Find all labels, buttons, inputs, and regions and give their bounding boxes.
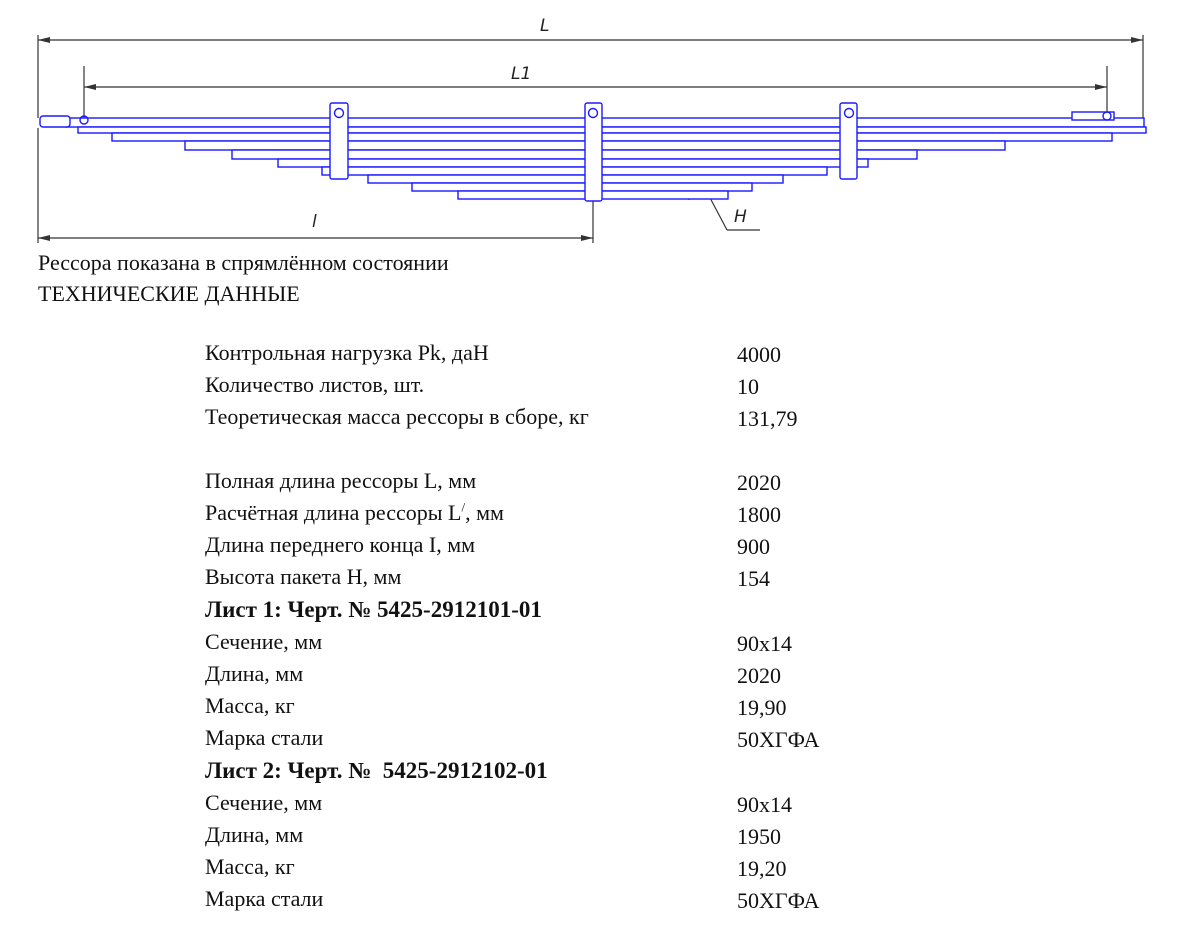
leaf-2-title: Лист 2: Черт. № 5425-2912102-01 [205,758,548,783]
spec-label: Контрольная нагрузка Pk, даН [205,340,489,365]
spec-label: Высота пакета H, мм [205,564,402,589]
leaf-2 [78,127,1146,133]
leaf-2-steel [205,884,865,916]
spec-value: 4000 [737,342,781,367]
spec-row-leaves [205,370,865,402]
spec-label: Полная длина рессоры L, мм [205,468,477,493]
leaf-1-title: Лист 1: Черт. № 5425-2912101-01 [205,597,542,622]
spec-value: 19,20 [737,856,787,881]
spec-row-pack-height [205,562,865,594]
leaf-1-right-eye [1072,112,1114,120]
leaf-9 [412,183,752,191]
spec-row-load [205,338,865,370]
leaf-spring-drawing [0,0,1200,250]
spec-value: 50ХГФА [737,888,820,913]
spec-value: 900 [737,534,770,559]
spec-label [205,498,635,527]
leaf-2-section [205,788,865,820]
spec-row-calc-length [205,498,865,530]
leaf-1-mass [205,691,865,723]
spec-label: Длина, мм [205,822,304,847]
spec-table [205,338,865,916]
note-straightened-state: Рессора показана в спрямлённом состоянии [38,250,449,275]
leaf-2-length [205,820,865,852]
calc-length-text: Расчётная длина рессоры L [205,500,462,525]
spec-label: Длина переднего конца I, мм [205,532,476,557]
leaf-7 [322,167,827,175]
leaf-1-length [205,659,865,691]
spec-value: 19,90 [737,695,787,720]
spec-label: Масса, кг [205,693,295,718]
spec-value: 90x14 [737,792,792,817]
dim-label-H: H [734,207,747,227]
leaf-6 [278,159,868,167]
prime-mark: / [461,499,466,515]
spec-label: Сечение, мм [205,629,323,654]
spec-value: 10 [737,374,759,399]
spec-label: Сечение, мм [205,790,323,815]
dim-label-L1: L1 [511,64,532,84]
leaf-1-steel [205,723,865,755]
leaf-8 [368,175,783,183]
spec-row-full-length [205,466,865,498]
leaf-2-mass [205,852,865,884]
leaf-3 [112,133,1112,141]
spec-label: Масса, кг [205,854,295,879]
dim-label-l: l [312,212,317,232]
dim-label-L: L [540,16,550,36]
spec-label: Марка стали [205,886,324,911]
leaf-1-section [205,627,865,659]
leaf-1 [66,118,1144,127]
spec-label: Марка стали [205,725,324,750]
spec-row-front-end [205,530,865,562]
spec-value: 50ХГФА [737,727,820,752]
spec-value: 2020 [737,470,781,495]
spec-row-mass [205,402,865,466]
spec-label: Длина, мм [205,661,304,686]
spec-value: 1800 [737,502,781,527]
spec-value: 2020 [737,663,781,688]
calc-length-unit: , мм [465,500,504,525]
spec-value: 154 [737,566,770,591]
tech-data-title: ТЕХНИЧЕСКИЕ ДАННЫЕ [38,281,300,306]
spec-label: Теоретическая масса рессоры в сборе, кг [205,404,589,429]
spec-label: Количество листов, шт. [205,372,425,397]
spec-value: 131,79 [737,406,798,431]
spec-value: 1950 [737,824,781,849]
leaf-1-left-eye [40,116,70,127]
spec-value: 90x14 [737,631,792,656]
